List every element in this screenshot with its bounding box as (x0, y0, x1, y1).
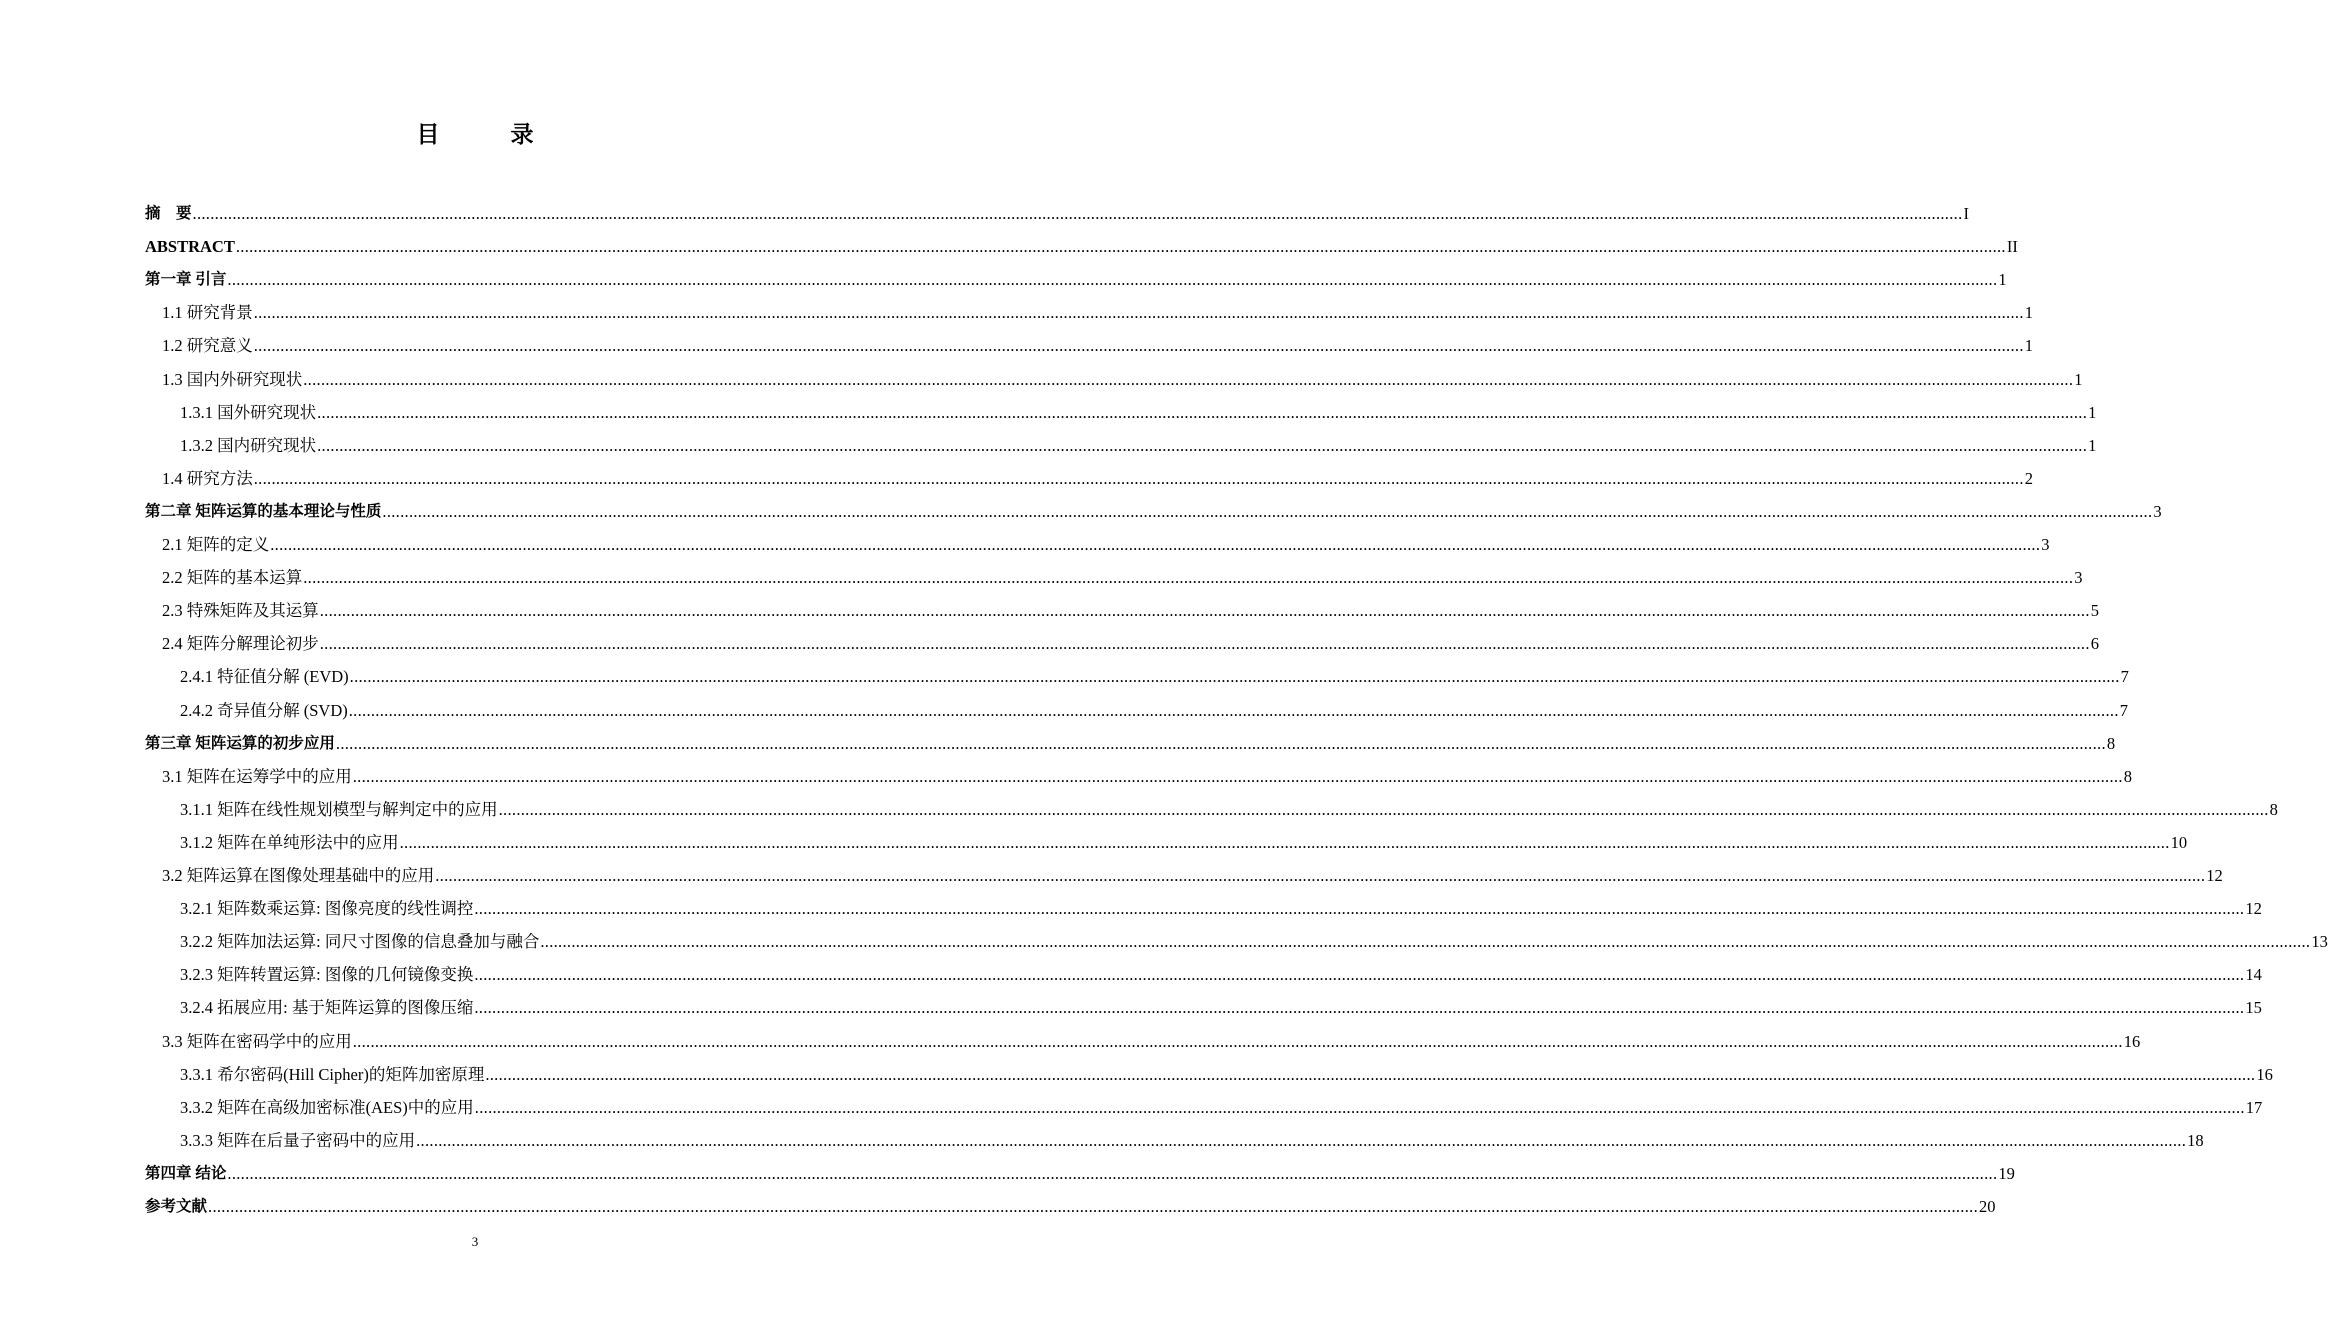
toc-entry-label: 3.2.3 矩阵转置运算: 图像的几何镜像变换 (180, 965, 474, 985)
toc-entry (162, 592, 2099, 622)
toc-leader-dots: ................................................................................................................................................................................................................................................................................................................................................................................................................ (208, 1197, 1979, 1216)
toc-entry-page: 18 (2187, 1130, 2204, 1150)
toc-leader-dots: ................................................................................................................................................................................................................................................................................................................................................................................................................ (416, 1130, 2187, 1150)
toc-entry (180, 692, 2128, 722)
toc-entry-label: 1.1 研究背景 (162, 303, 253, 323)
toc-entry-label: 3.2 矩阵运算在图像处理基础中的应用 (162, 866, 435, 885)
toc-entry-page: 17 (2245, 1097, 2263, 1117)
toc-entry-label: 2.2 矩阵的基本运算 (162, 568, 303, 588)
toc-entry-page: 3 (2153, 501, 2162, 521)
toc-leader-dots: ................................................................................................................................................................................................................................................................................................................................................................................................................ (474, 998, 2245, 1018)
toc-leader-dots: ................................................................................................................................................................................................................................................................................................................................................................................................................ (317, 402, 2088, 422)
toc-entry-label: 第一章 引言 (145, 271, 227, 289)
toc-entry-label: 2.4.1 特征值分解 (EVD) (180, 667, 349, 687)
toc-leader-dots: ................................................................................................................................................................................................................................................................................................................................................................................................................ (435, 866, 2206, 885)
toc-entry (162, 460, 2033, 490)
toc-entry-label: 3.2.2 矩阵加法运算: 同尺寸图像的信息叠加与融合 (180, 932, 540, 952)
page-number: 3 (471, 1234, 479, 1249)
toc-entry (145, 228, 2018, 258)
toc-entry-page: 16 (2256, 1064, 2273, 1084)
toc-entry-page: 1 (2024, 303, 2033, 323)
toc-entry-label: 3.2.1 矩阵数乘运算: 图像亮度的线性调控 (180, 899, 474, 919)
toc-entry (145, 493, 2162, 523)
toc-entry-page: 3 (2041, 535, 2050, 554)
toc-entry (180, 1056, 2273, 1086)
toc-entry (162, 327, 2033, 357)
toc-leader-dots: ................................................................................................................................................................................................................................................................................................................................................................................................................ (498, 799, 2269, 819)
toc-entry-label: 3.2.4 拓展应用: 基于矩阵运算的图像压缩 (180, 998, 474, 1018)
toc-entry-page: 8 (2269, 799, 2278, 819)
toc-leader-dots: ................................................................................................................................................................................................................................................................................................................................................................................................................ (253, 303, 2024, 323)
toc-entry (162, 1023, 2141, 1053)
toc-entry (180, 956, 2262, 986)
toc-leader-dots: ................................................................................................................................................................................................................................................................................................................................................................................................................ (319, 601, 2090, 621)
toc-leader-dots: ................................................................................................................................................................................................................................................................................................................................................................................................................ (474, 965, 2245, 985)
toc-entry-label: 3.1.2 矩阵在单纯形法中的应用 (180, 832, 399, 852)
toc-leader-dots: ................................................................................................................................................................................................................................................................................................................................................................................................................ (485, 1064, 2256, 1084)
toc-leader-dots: ................................................................................................................................................................................................................................................................................................................................................................................................................ (303, 369, 2074, 389)
toc-entry-label: 2.1 矩阵的定义 (162, 535, 270, 554)
toc-entry-page: 3 (2074, 568, 2083, 588)
toc-entry (180, 1089, 2263, 1119)
toc-entry-page: 12 (2245, 899, 2262, 919)
toc-entry-page: 7 (2119, 700, 2128, 720)
toc-entry-page: 1 (2088, 435, 2097, 455)
toc-entry (162, 758, 2132, 788)
toc-entry (180, 658, 2129, 688)
toc-entry-label: 3.3 矩阵在密码学中的应用 (162, 1031, 352, 1051)
toc-entry (180, 890, 2262, 920)
toc-entry-label: 参考文献 (145, 1198, 208, 1215)
toc-entry-label: 1.3 国内外研究现状 (162, 369, 303, 389)
toc-entry-label: 1.3.2 国内研究现状 (180, 435, 317, 455)
toc-leader-dots: ................................................................................................................................................................................................................................................................................................................................................................................................................ (303, 568, 2074, 588)
toc-entry-page: 8 (2106, 733, 2116, 753)
toc-leader-dots: ................................................................................................................................................................................................................................................................................................................................................................................................................ (192, 204, 1963, 223)
toc-entry-page: 16 (2123, 1031, 2141, 1051)
toc-entry-label: 3.3.1 希尔密码(Hill Cipher)的矩阵加密原理 (180, 1064, 485, 1084)
toc-entry-page: I (1963, 204, 1970, 223)
toc-entry-label: ABSTRACT (145, 237, 235, 257)
toc-entry-label: 3.3.2 矩阵在高级加密标准(AES)中的应用 (180, 1097, 474, 1117)
toc-leader-dots: ................................................................................................................................................................................................................................................................................................................................................................................................................ (352, 766, 2123, 786)
toc-leader-dots: ................................................................................................................................................................................................................................................................................................................................................................................................................ (474, 1097, 2245, 1117)
toc-entry-label: 第二章 矩阵运算的基本理论与性质 (145, 502, 382, 520)
toc-leader-dots: ................................................................................................................................................................................................................................................................................................................................................................................................................ (352, 1031, 2123, 1051)
toc-entry (162, 526, 2050, 556)
toc-leader-dots: ................................................................................................................................................................................................................................................................................................................................................................................................................ (382, 501, 2153, 521)
toc-leader-dots: ................................................................................................................................................................................................................................................................................................................................................................................................................ (399, 832, 2170, 852)
toc-entry-label: 1.2 研究意义 (162, 336, 253, 356)
toc-leader-dots: ................................................................................................................................................................................................................................................................................................................................................................................................................ (474, 899, 2245, 919)
toc-entry (145, 1188, 1996, 1218)
toc-entry-page: 6 (2090, 634, 2099, 654)
toc-entry (162, 361, 2083, 391)
toc-entry-page: 12 (2206, 866, 2223, 885)
toc-leader-dots: ................................................................................................................................................................................................................................................................................................................................................................................................................ (319, 634, 2090, 654)
toc-leader-dots: ................................................................................................................................................................................................................................................................................................................................................................................................................ (348, 700, 2119, 720)
toc-entry-label: 3.1 矩阵在运筹学中的应用 (162, 766, 352, 786)
toc-entry-page: 1 (2024, 336, 2033, 356)
toc-entry-label: 1.4 研究方法 (162, 468, 253, 488)
toc-leader-dots: ................................................................................................................................................................................................................................................................................................................................................................................................................ (270, 535, 2041, 554)
toc-entry-label: 2.4 矩阵分解理论初步 (162, 634, 319, 654)
toc-entry (180, 791, 2278, 821)
toc-entry-label: 3.3.3 矩阵在后量子密码中的应用 (180, 1130, 416, 1150)
toc-entry-label: 摘 要 (145, 205, 192, 222)
toc-leader-dots: ................................................................................................................................................................................................................................................................................................................................................................................................................ (227, 270, 1998, 290)
toc-entry-label: 第四章 结论 (145, 1164, 227, 1182)
toc-entry-page: 8 (2123, 766, 2132, 786)
toc-entry-page: 10 (2170, 832, 2188, 852)
toc-entry (162, 857, 2223, 887)
toc-leader-dots: ................................................................................................................................................................................................................................................................................................................................................................................................................ (540, 932, 2311, 952)
toc-entry-page: 1 (2088, 402, 2097, 422)
toc-entry-page: 15 (2245, 998, 2262, 1018)
toc-entry (162, 294, 2033, 324)
toc-entry (180, 923, 2328, 953)
toc-leader-dots: ................................................................................................................................................................................................................................................................................................................................................................................................................ (227, 1163, 1998, 1183)
toc-entry-label: 2.3 特殊矩阵及其运算 (162, 601, 319, 621)
toc-entry-label: 3.1.1 矩阵在线性规划模型与解判定中的应用 (180, 799, 498, 819)
toc-entry (162, 625, 2099, 655)
toc-leader-dots: ................................................................................................................................................................................................................................................................................................................................................................................................................ (335, 733, 2106, 753)
toc-leader-dots: ................................................................................................................................................................................................................................................................................................................................................................................................................ (317, 435, 2088, 455)
toc-entry-page: 5 (2090, 601, 2099, 621)
toc-entry (180, 427, 2097, 457)
toc-entry-label: 第三章 矩阵运算的初步应用 (145, 734, 335, 752)
toc-leader-dots: ................................................................................................................................................................................................................................................................................................................................................................................................................ (253, 336, 2024, 356)
toc-entry-page: 1 (1998, 270, 2007, 290)
toc-entry (180, 989, 2262, 1019)
toc-entry-page: 14 (2245, 965, 2262, 985)
toc-entry (180, 824, 2188, 854)
toc-leader-dots: ................................................................................................................................................................................................................................................................................................................................................................................................................ (235, 237, 2006, 257)
toc-entry-page: 19 (1998, 1163, 2015, 1183)
toc-entry-label: 1.3.1 国外研究现状 (180, 402, 317, 422)
toc-entry-page: 13 (2311, 932, 2328, 952)
toc-title: 目 录 (416, 122, 558, 148)
toc-entry-page: 20 (1979, 1197, 1996, 1216)
toc-entry-page: 2 (2024, 468, 2033, 488)
toc-entry (180, 394, 2097, 424)
toc-entry (145, 261, 2007, 291)
toc-entry-label: 2.4.2 奇异值分解 (SVD) (180, 700, 348, 720)
toc-entry (145, 1155, 2015, 1185)
toc-entry-page: 7 (2120, 667, 2129, 687)
toc-leader-dots: ................................................................................................................................................................................................................................................................................................................................................................................................................ (349, 667, 2120, 687)
toc-entry (162, 559, 2083, 589)
toc-entry (145, 725, 2116, 755)
toc-entry-page: 1 (2074, 369, 2083, 389)
toc-leader-dots: ................................................................................................................................................................................................................................................................................................................................................................................................................ (253, 468, 2024, 488)
toc-entry (145, 195, 1970, 225)
toc-entry-page: II (2006, 237, 2018, 257)
toc-entry (180, 1122, 2204, 1152)
